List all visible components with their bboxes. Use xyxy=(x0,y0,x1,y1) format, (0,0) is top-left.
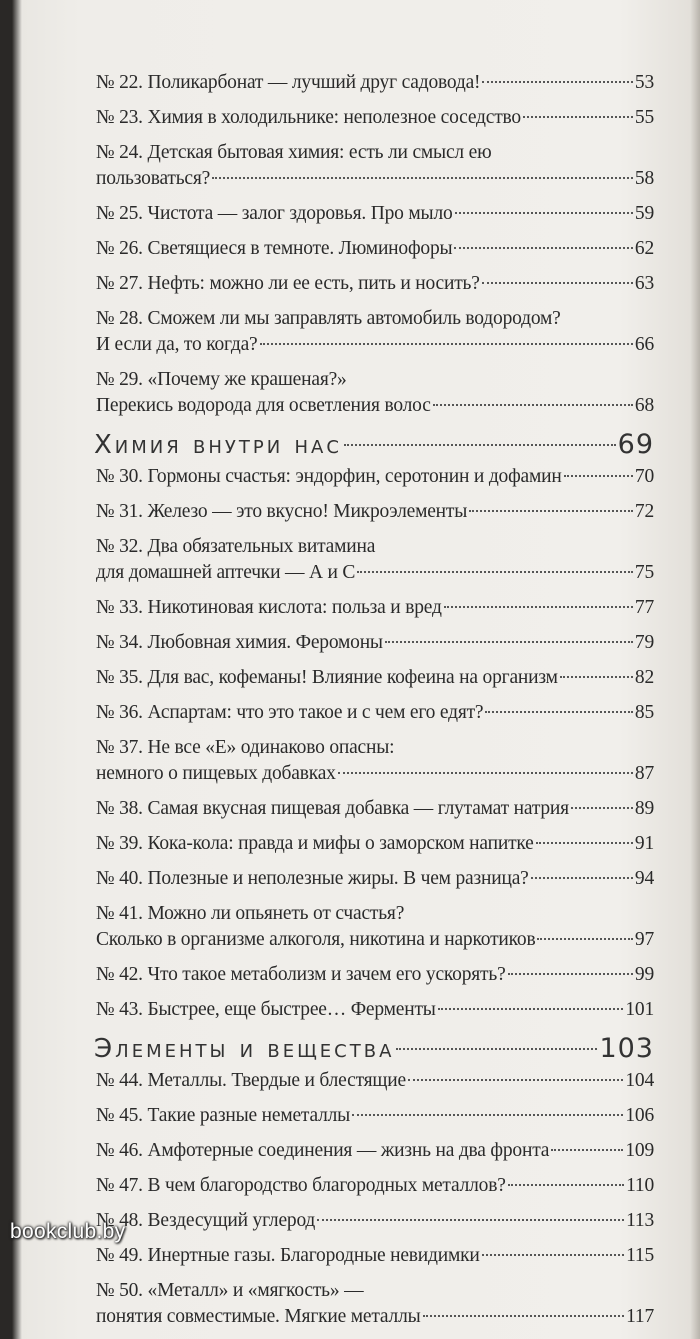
entry-title: № 45. Такие разные неметаллы xyxy=(96,1105,351,1126)
entry-page-number: 115 xyxy=(626,1245,654,1266)
entry-line xyxy=(96,332,654,358)
entry-page-number: 85 xyxy=(634,702,654,723)
entry-line xyxy=(96,367,654,393)
entry-line xyxy=(96,761,654,787)
dot-leader xyxy=(531,877,633,879)
entry-line xyxy=(96,1304,654,1330)
toc-entry[interactable] xyxy=(96,534,654,586)
entry-page-number: 101 xyxy=(625,999,654,1020)
dot-leader xyxy=(260,343,633,345)
entry-page-number: 77 xyxy=(634,597,654,618)
entry-page-number: 58 xyxy=(634,168,654,189)
dot-leader xyxy=(536,842,633,844)
dot-leader xyxy=(212,177,633,179)
dot-leader xyxy=(564,475,633,477)
entry-page-number: 66 xyxy=(634,334,654,355)
entry-page-number: 82 xyxy=(634,667,654,688)
entry-title: № 42. Что такое метаболизм и зачем его ускорять? xyxy=(96,964,506,985)
dot-leader xyxy=(523,116,633,118)
entry-title: И если да, то когда? xyxy=(96,334,258,355)
entry-title: Перекись водорода для осветления волос xyxy=(96,395,431,416)
entry-title: № 34. Любовная химия. Феромоны xyxy=(96,632,383,653)
entry-line xyxy=(96,665,654,691)
toc-entry[interactable] xyxy=(96,901,654,953)
toc-entry[interactable] xyxy=(96,1173,654,1199)
entry-line xyxy=(96,866,654,892)
entry-line xyxy=(96,166,654,192)
watermark: bookclub.by xyxy=(10,1220,126,1243)
entry-title: № 38. Самая вкусная пищевая добавка — глутамат натрия xyxy=(96,798,569,819)
entry-page-number: 106 xyxy=(625,1105,654,1126)
entry-title: № 49. Инертные газы. Благородные невидимки xyxy=(96,1245,480,1266)
entry-page-number: 104 xyxy=(625,1070,654,1091)
entry-page-number: 91 xyxy=(634,833,654,854)
entry-title: № 35. Для вас, кофеманы! Влияние кофеина на организм xyxy=(96,667,558,688)
entry-title: для домашней аптечки — А и С xyxy=(96,562,356,583)
entry-page-number: 110 xyxy=(626,1175,654,1196)
section-heading xyxy=(94,429,654,460)
toc-entry[interactable] xyxy=(96,105,654,131)
toc-entry[interactable] xyxy=(96,1208,654,1234)
dot-leader xyxy=(357,571,633,573)
entry-line xyxy=(96,1243,654,1269)
dot-leader xyxy=(537,938,632,940)
entry-line xyxy=(96,393,654,419)
toc-entry[interactable] xyxy=(96,70,654,96)
entry-page-number: 70 xyxy=(634,466,654,487)
entry-title: № 46. Амфотерные соединения — жизнь на два фронта xyxy=(96,1140,550,1161)
entry-line xyxy=(96,796,654,822)
section-page-number: 103 xyxy=(599,1033,654,1064)
dot-leader xyxy=(454,247,632,249)
entry-page-number: 117 xyxy=(626,1306,654,1327)
toc-entry[interactable] xyxy=(96,464,654,490)
dot-leader xyxy=(551,1149,623,1151)
dot-leader xyxy=(438,1008,624,1010)
toc-entry[interactable] xyxy=(96,665,654,691)
entry-line xyxy=(96,306,654,332)
entry-line xyxy=(96,735,654,761)
entry-line xyxy=(96,201,654,227)
entry-page-number: 72 xyxy=(634,501,654,522)
entry-line xyxy=(96,271,654,297)
toc-entry[interactable] xyxy=(96,997,654,1023)
toc-entry[interactable] xyxy=(96,271,654,297)
entry-title: № 50. «Металл» и «мягкость» — xyxy=(96,1280,364,1301)
dot-leader xyxy=(508,973,633,975)
dot-leader xyxy=(444,606,633,608)
toc-entry[interactable] xyxy=(96,499,654,525)
dot-leader xyxy=(482,1254,624,1256)
toc-entry[interactable] xyxy=(96,236,654,262)
entry-page-number: 99 xyxy=(634,964,654,985)
entry-page-number: 109 xyxy=(625,1140,654,1161)
dot-leader xyxy=(385,641,633,643)
entry-line xyxy=(96,700,654,726)
entry-title: № 24. Детская бытовая химия: есть ли смысл ею xyxy=(96,142,492,163)
dot-leader xyxy=(469,510,633,512)
dot-leader xyxy=(508,1184,624,1186)
entry-title: № 40. Полезные и неполезные жиры. В чем разница? xyxy=(96,868,529,889)
entry-title: № 48. Вездесущий углерод xyxy=(96,1210,316,1231)
entry-title: № 32. Два обязательных витамина xyxy=(96,536,376,557)
entry-page-number: 87 xyxy=(634,763,654,784)
entry-title: № 29. «Почему же крашеная?» xyxy=(96,369,347,390)
entry-line xyxy=(96,236,654,262)
entry-line xyxy=(96,595,654,621)
entry-title: № 23. Химия в холодильнике: неполезное соседство xyxy=(96,107,521,128)
dot-leader xyxy=(482,282,633,284)
entry-title: немного о пищевых добавках xyxy=(96,763,336,784)
toc-entry[interactable] xyxy=(96,201,654,227)
entry-line xyxy=(96,1173,654,1199)
entry-title: № 28. Сможем ли мы заправлять автомобиль водородом? xyxy=(96,308,561,329)
entry-page-number: 89 xyxy=(634,798,654,819)
entry-title: № 31. Железо — это вкусно! Микроэлементы xyxy=(96,501,468,522)
entry-page-number: 53 xyxy=(634,72,654,93)
entry-line xyxy=(96,1103,654,1129)
entry-line xyxy=(96,831,654,857)
entry-title: № 43. Быстрее, еще быстрее… Ферменты xyxy=(96,999,436,1020)
entry-title: № 44. Металлы. Твердые и блестящие xyxy=(96,1070,406,1091)
dot-leader xyxy=(560,676,633,678)
dot-leader xyxy=(344,444,616,446)
dot-leader xyxy=(396,1048,597,1050)
section-title: Элементы и вещества xyxy=(94,1034,395,1064)
dot-leader xyxy=(433,404,633,406)
entry-line xyxy=(96,499,654,525)
entry-title: Сколько в организме алкоголя, никотина и наркотиков xyxy=(96,929,536,950)
entry-line xyxy=(96,140,654,166)
section-heading xyxy=(94,1033,654,1064)
entry-page-number: 75 xyxy=(634,562,654,583)
entry-title: № 26. Светящиеся в темноте. Люминофоры xyxy=(96,238,453,259)
entry-line xyxy=(96,105,654,131)
entry-line xyxy=(96,962,654,988)
toc-entry[interactable] xyxy=(96,1068,654,1094)
entry-line xyxy=(96,560,654,586)
toc-entry[interactable] xyxy=(96,140,654,192)
toc-entry[interactable] xyxy=(96,595,654,621)
entry-title: № 33. Никотиновая кислота: польза и вред xyxy=(96,597,442,618)
entry-title: пользоваться? xyxy=(96,168,211,189)
toc-entry[interactable] xyxy=(96,1278,654,1330)
section-title: Химия внутри нас xyxy=(94,430,342,460)
entry-page-number: 97 xyxy=(634,929,654,950)
toc-entry[interactable] xyxy=(96,962,654,988)
toc-entry[interactable] xyxy=(96,630,654,656)
toc-entry[interactable] xyxy=(96,306,654,358)
dot-leader xyxy=(317,1219,624,1221)
section-page-number: 69 xyxy=(617,429,654,460)
entry-line xyxy=(96,927,654,953)
entry-title: № 47. В чем благородство благородных металлов? xyxy=(96,1175,506,1196)
entry-line xyxy=(96,997,654,1023)
entry-line xyxy=(96,70,654,96)
entry-line xyxy=(96,1278,654,1304)
dot-leader xyxy=(408,1079,623,1081)
entry-line xyxy=(96,901,654,927)
dot-leader xyxy=(482,81,633,83)
entry-line xyxy=(96,630,654,656)
dot-leader xyxy=(352,1114,623,1116)
toc-entry[interactable] xyxy=(96,1243,654,1269)
entry-line xyxy=(96,464,654,490)
entry-title: № 25. Чистота — залог здоровья. Про мыло xyxy=(96,203,453,224)
entry-page-number: 59 xyxy=(634,203,654,224)
toc-entry[interactable] xyxy=(96,735,654,787)
toc-entry[interactable] xyxy=(96,1138,654,1164)
entry-line xyxy=(96,1068,654,1094)
entry-line xyxy=(96,534,654,560)
dot-leader xyxy=(485,711,633,713)
dot-leader xyxy=(338,772,633,774)
entry-title: № 22. Поликарбонат — лучший друг садовода! xyxy=(96,72,481,93)
entry-title: № 27. Нефть: можно ли ее есть, пить и носить? xyxy=(96,273,480,294)
dot-leader xyxy=(423,1315,625,1317)
dot-leader xyxy=(571,807,633,809)
entry-title: № 41. Можно ли опьянеть от счастья? xyxy=(96,903,405,924)
toc-entry[interactable] xyxy=(96,1103,654,1129)
entry-page-number: 79 xyxy=(634,632,654,653)
entry-line xyxy=(96,1138,654,1164)
entry-title: № 39. Кока-кола: правда и мифы о заморском напитке xyxy=(96,833,534,854)
entry-page-number: 68 xyxy=(634,395,654,416)
entry-title: № 30. Гормоны счастья: эндорфин, серотонин и дофамин xyxy=(96,466,562,487)
entry-page-number: 55 xyxy=(634,107,654,128)
toc-entry[interactable] xyxy=(96,831,654,857)
toc-entry[interactable] xyxy=(96,796,654,822)
table-of-contents xyxy=(96,70,654,1339)
entry-page-number: 63 xyxy=(634,273,654,294)
entry-title: № 36. Аспартам: что это такое и с чем его едят? xyxy=(96,702,484,723)
entry-page-number: 62 xyxy=(634,238,654,259)
entry-title: № 37. Не все «Е» одинаково опасны: xyxy=(96,737,395,758)
toc-entry[interactable] xyxy=(96,700,654,726)
toc-entry[interactable] xyxy=(96,367,654,419)
entry-title: понятия совместимые. Мягкие металлы xyxy=(96,1306,421,1327)
dot-leader xyxy=(455,212,633,214)
entry-line xyxy=(96,1208,654,1234)
toc-entry[interactable] xyxy=(96,866,654,892)
entry-page-number: 113 xyxy=(626,1210,654,1231)
entry-page-number: 94 xyxy=(634,868,654,889)
